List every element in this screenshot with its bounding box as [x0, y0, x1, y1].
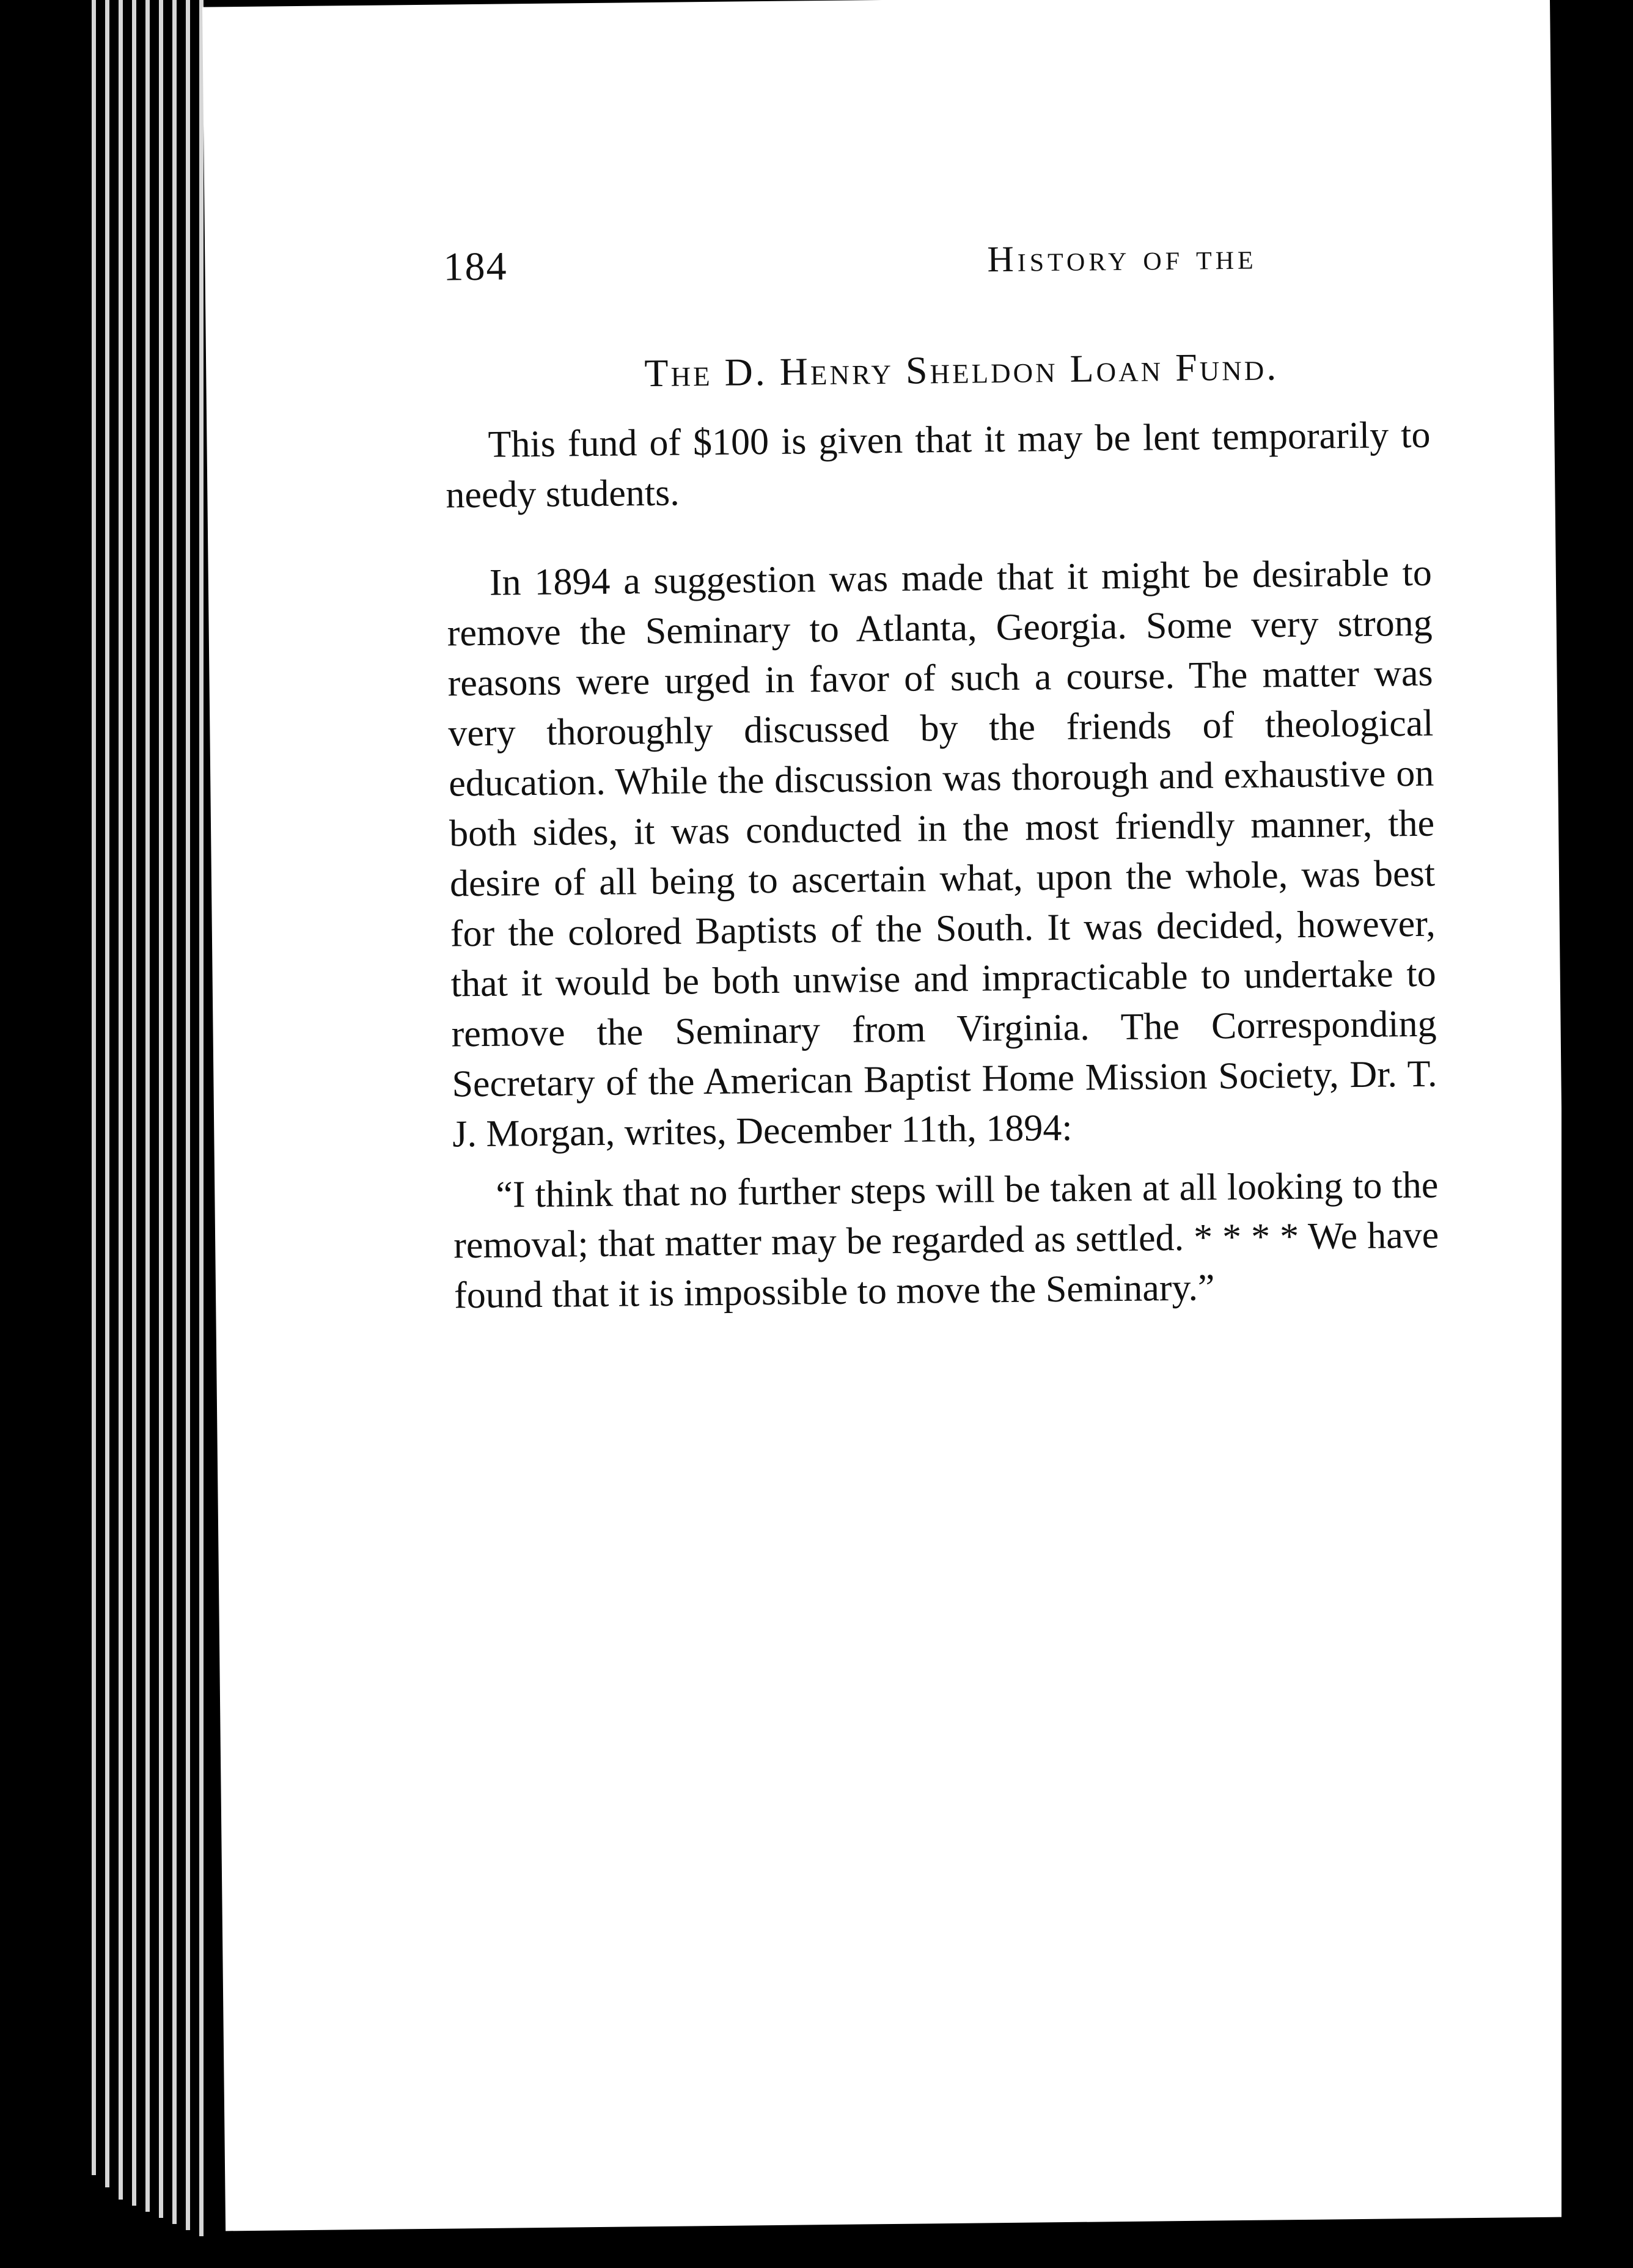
- body-text: [444, 343, 1439, 1321]
- page-edge: [105, 0, 109, 2187]
- page-edge: [199, 0, 204, 2236]
- paragraph-loan-fund: This fund of $100 is given that it may be lent temporarily to needy students.: [446, 414, 1431, 516]
- scan-border: [1561, 0, 1633, 2268]
- page-edge: [145, 0, 150, 2212]
- paragraph-quotation: “I think that no further steps will be taken at all looking to the removal; that matter may be regarded as settled. * * * * We have found that it is impossible to move the Seminary.”: [453, 1164, 1439, 1317]
- page-number: 184: [443, 244, 508, 290]
- page-edge: [119, 0, 123, 2200]
- section-heading: The D. Henry Sheldon Loan Fund.: [644, 345, 1279, 395]
- page-edge: [92, 0, 96, 2175]
- page-edge: [159, 0, 163, 2218]
- running-head-title: History of the: [987, 236, 1257, 280]
- book-page: [202, 0, 1573, 2231]
- page-edge: [132, 0, 136, 2206]
- page-edge: [172, 0, 177, 2224]
- page-edge: [186, 0, 190, 2230]
- running-head: [443, 233, 1553, 293]
- paragraph-relocation: In 1894 a suggestion was made that it might be desirable to remove the Seminary to Atlanta, Georgia. Some very strong reasons were urged in favor of such a course. The matter was very thoroughly discussed by the friends of theological education. While the discussion was thorough and exhaustive on both sides, it was conducted in the most friendly manner, the desire of all being to ascertain what, upon the whole, was best for the colored Baptists of the South. It was decided, however, that it would be both unwise and impracticable to undertake to remove the Seminary from Virginia. The Corresponding Secretary of the American Baptist Home Mission Society, Dr. T. J. Morgan, writes, December 11th, 1894:: [447, 552, 1437, 1155]
